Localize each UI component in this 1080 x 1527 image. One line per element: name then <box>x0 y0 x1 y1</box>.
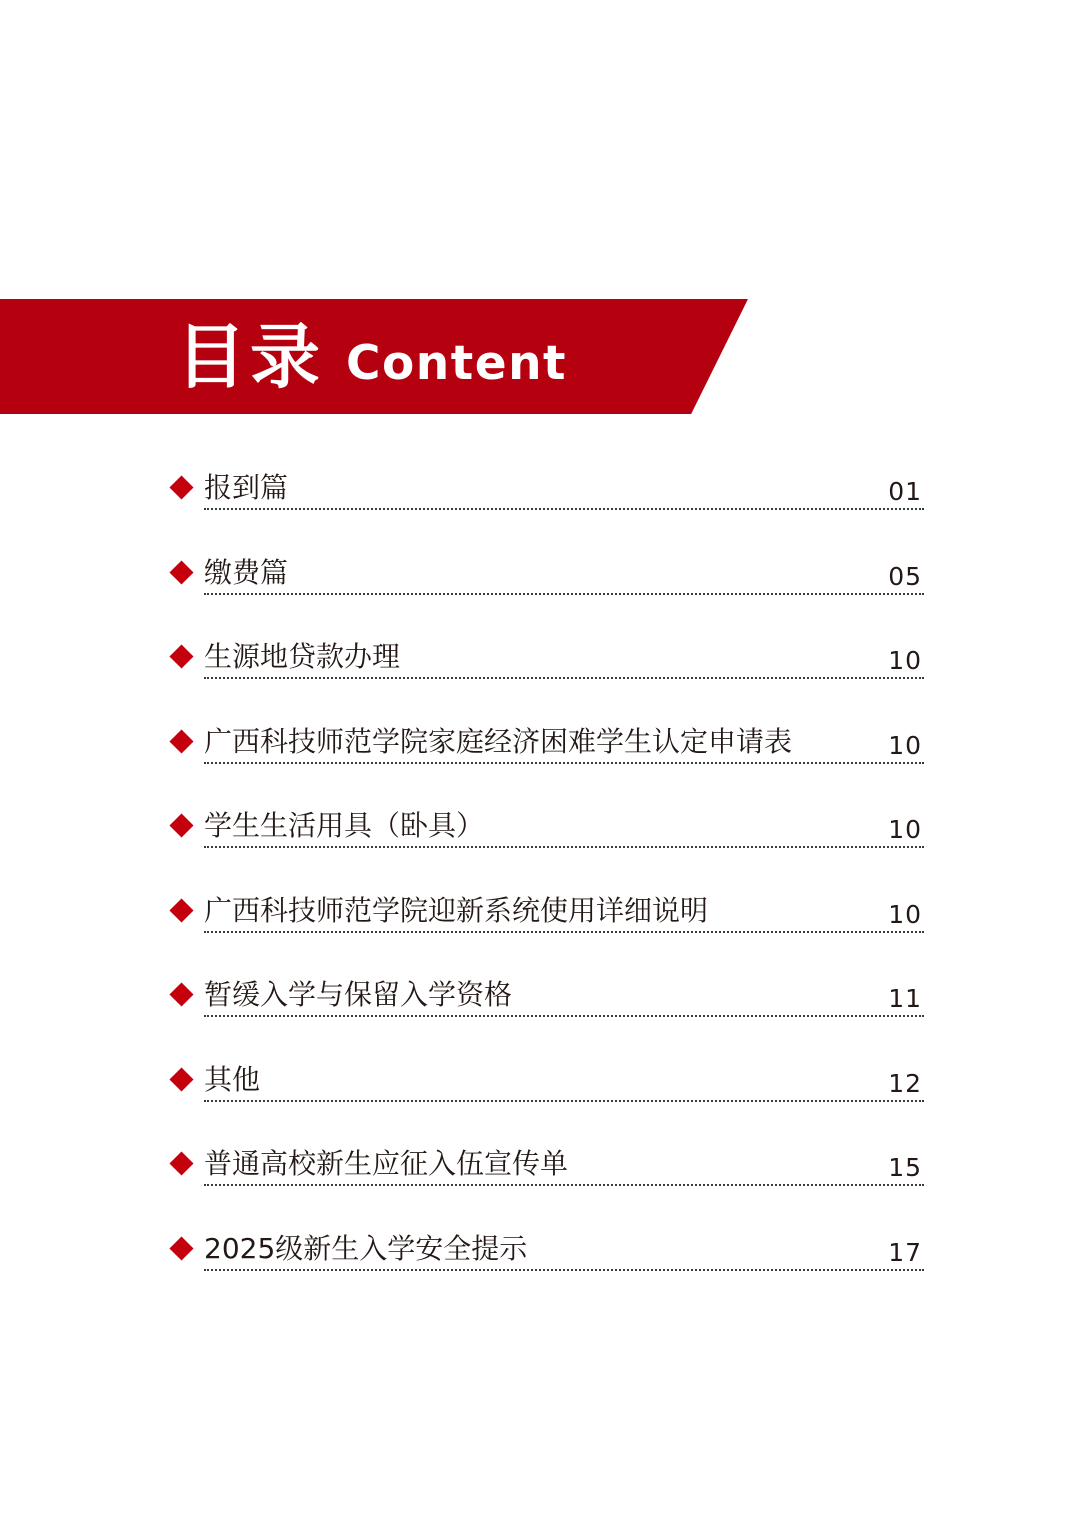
table-of-contents <box>168 466 924 1311</box>
toc-item-page: 15 <box>888 1153 922 1182</box>
dotted-leader <box>204 1269 924 1271</box>
toc-item[interactable] <box>168 973 924 1058</box>
toc-item[interactable] <box>168 466 924 551</box>
toc-item-page: 10 <box>888 730 922 760</box>
page-title <box>176 316 567 396</box>
toc-item-label: 生源地贷款办理 <box>204 640 401 673</box>
dotted-leader <box>204 508 924 510</box>
toc-item[interactable] <box>168 889 924 974</box>
toc-item-page: 10 <box>888 815 922 844</box>
page-title-cn: 目录 <box>176 316 324 398</box>
toc-item[interactable] <box>168 1142 924 1227</box>
dotted-leader <box>204 1015 924 1017</box>
dotted-leader <box>204 846 924 848</box>
toc-item-label: 缴费篇 <box>204 555 289 589</box>
toc-item-label: 暂缓入学与保留入学资格 <box>204 978 513 1011</box>
toc-item[interactable] <box>168 1058 924 1143</box>
toc-item[interactable] <box>168 804 924 889</box>
toc-item[interactable] <box>168 720 924 805</box>
diamond-bullet-icon <box>169 813 193 837</box>
diamond-bullet-icon <box>169 644 193 668</box>
dotted-leader <box>204 762 924 764</box>
diamond-bullet-icon <box>169 1067 193 1091</box>
toc-item-label: 其他 <box>204 1062 261 1096</box>
toc-item-label: 广西科技师范学院迎新系统使用详细说明 <box>204 893 709 927</box>
dotted-leader <box>204 593 924 595</box>
dotted-leader <box>204 1100 924 1102</box>
dotted-leader <box>204 677 924 679</box>
diamond-bullet-icon <box>169 729 193 753</box>
toc-item-page: 10 <box>888 646 922 675</box>
toc-item-page: 12 <box>888 1068 922 1098</box>
diamond-bullet-icon <box>169 1236 193 1260</box>
toc-item-label: 广西科技师范学院家庭经济困难学生认定申请表 <box>204 724 793 758</box>
diamond-bullet-icon <box>169 898 193 922</box>
diamond-bullet-icon <box>169 982 193 1006</box>
toc-item[interactable] <box>168 1227 924 1312</box>
toc-item-page: 05 <box>888 561 922 591</box>
toc-item-page: 10 <box>888 899 922 929</box>
diamond-bullet-icon <box>169 475 193 499</box>
dotted-leader <box>204 1184 924 1186</box>
toc-item-label: 学生生活用具（卧具） <box>204 809 485 842</box>
toc-item[interactable] <box>168 551 924 636</box>
toc-item-label: 普通高校新生应征入伍宣传单 <box>204 1147 569 1180</box>
toc-item-label: 报到篇 <box>204 471 289 504</box>
diamond-bullet-icon <box>169 560 193 584</box>
toc-item-page: 17 <box>888 1237 922 1267</box>
toc-item-label: 2025级新生入学安全提示 <box>204 1231 528 1265</box>
dotted-leader <box>204 931 924 933</box>
toc-item-page: 11 <box>888 984 922 1013</box>
toc-item[interactable] <box>168 635 924 720</box>
diamond-bullet-icon <box>169 1151 193 1175</box>
toc-item-page: 01 <box>888 477 922 506</box>
page-title-en: Content <box>346 336 568 391</box>
